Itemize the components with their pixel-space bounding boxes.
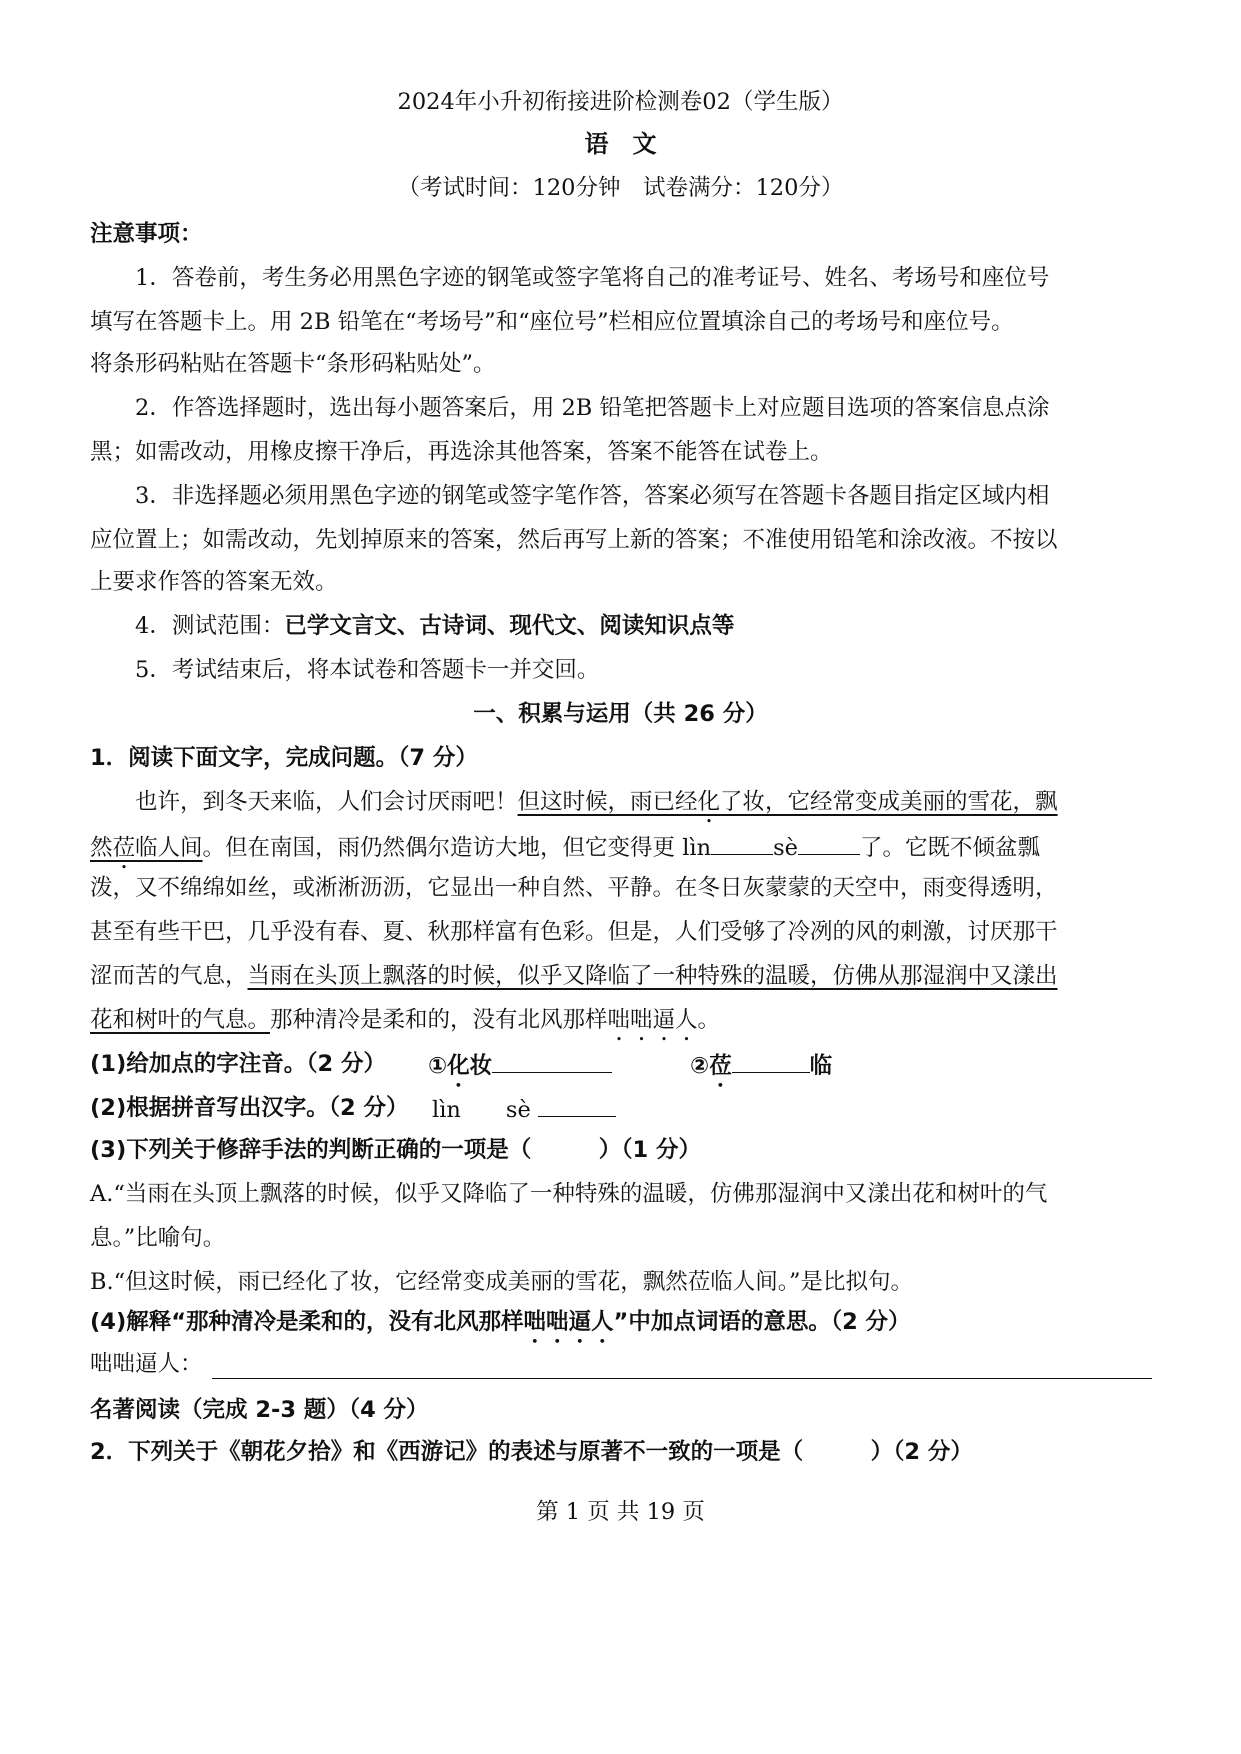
question-1-2: (2)根据拼音写出汉字。（2 分） — [90, 1095, 409, 1121]
question-2: 2．下列关于《朝花夕拾》和《西游记》的表述与原著不一致的一项是（ ）（2 分） — [90, 1439, 973, 1465]
section-heading: 一、积累与运用（共 26 分） — [473, 701, 768, 727]
option-B: B.“但这时候，雨已经化了妆，它经常变成美丽的雪花，飘然莅临人间。”是比拟句。 — [90, 1269, 913, 1295]
fill-blank[interactable] — [798, 830, 860, 855]
passage-line: 然莅临人间。但在南国，雨仍然偶尔造访大地，但它变得更 lìn sè 了。它既不倾盆瓢 — [90, 830, 1152, 874]
reading-heading: 名著阅读（完成 2-3 题）（4 分） — [90, 1397, 429, 1423]
notice-line: 应位置上；如需改动，先划掉原来的答案，然后再写上新的答案；不准使用铅笔和涂改液。不按以 — [90, 527, 1058, 553]
page-number: 第 1 页 共 19 页 — [536, 1499, 705, 1525]
option-A: A.“当雨在头顶上飘落的时候，似乎又降临了一种特殊的温暖，仿佛那湿润中又漾出花和树叶的气 — [90, 1181, 1048, 1207]
q1-1-option-1: ①化妆 — [428, 1048, 668, 1092]
notice-line: 上要求作答的答案无效。 — [90, 569, 338, 595]
notice-item-4: 4．测试范围：已学文言文、古诗词、现代文、阅读知识点等 — [90, 613, 735, 639]
pinyin-row: lìn sè — [432, 1092, 692, 1126]
question-1-title: 1．阅读下面文字，完成问题。（7 分） — [90, 745, 478, 771]
notice-heading: 注意事项： — [90, 221, 203, 247]
passage-line: 甚至有些干巴，几乎没有春、夏、秋那样富有色彩。但是，人们受够了冷冽的风的刺激，讨厌那干 — [90, 919, 1058, 945]
passage-line: 涩而苦的气息，当雨在头顶上飘落的时候，似乎又降临了一种特殊的温暖，仿佛从那湿润中又漾出 — [90, 963, 1058, 989]
fill-blank[interactable] — [711, 830, 773, 855]
exam-info: （考试时间：120分钟 试卷满分：120分） — [397, 175, 844, 201]
subject-title: 语 文 — [584, 130, 657, 158]
exam-title: 2024年小升初衔接进阶检测卷02（学生版） — [397, 89, 844, 115]
test-scope: 已学文言文、古诗词、现代文、阅读知识点等 — [284, 613, 735, 639]
answer-blank[interactable] — [538, 1092, 616, 1117]
notice-item-5: 5．考试结束后，将本试卷和答题卡一并交回。 — [90, 657, 600, 683]
q1-1-option-2: ②莅 临 — [690, 1048, 890, 1092]
notice-line: 将条形码粘贴在答题卡“条形码粘贴处”。 — [90, 351, 496, 377]
dotted-char: 莅 — [112, 835, 136, 861]
passage-line: 花和树叶的气息。那种清冷是柔和的，没有北风那样咄咄逼人。 — [90, 1007, 721, 1033]
question-1-4: (4)解释“那种清冷是柔和的，没有北风那样咄咄逼人”中加点词语的意思。（2 分） — [90, 1309, 911, 1335]
notice-line: 1．答卷前，考生务必用黑色字迹的钢笔或签字笔将自己的准考证号、姓名、考场号和座位号 — [90, 265, 1050, 291]
notice-line: 3．非选择题必须用黑色字迹的钢笔或签字笔作答，答案必须写在答题卡各题目指定区域内相 — [90, 483, 1050, 509]
passage-line: 泼，又不绵绵如丝，或淅淅沥沥，它显出一种自然、平静。在冬日灰蒙蒙的天空中，雨变得透明， — [90, 875, 1058, 901]
answer-blank[interactable] — [732, 1048, 810, 1073]
answer-blank[interactable] — [492, 1048, 612, 1073]
answer-label: 咄咄逼人： — [90, 1351, 203, 1377]
dotted-char: 化 — [697, 789, 721, 815]
notice-line: 2．作答选择题时，选出每小题答案后，用 2B 铅笔把答题卡上对应题目选项的答案信息点涂 — [90, 395, 1050, 421]
passage-line: 也许，到冬天来临，人们会讨厌雨吧！但这时候，雨已经化了妆，它经常变成美丽的雪花，飘 — [90, 789, 1058, 815]
question-1-1: (1)给加点的字注音。（2 分） — [90, 1051, 386, 1077]
dotted-word: 咄咄逼人 — [607, 1007, 698, 1033]
answer-line[interactable] — [212, 1378, 1152, 1379]
option-A-cont: 息。”比喻句。 — [90, 1225, 226, 1251]
notice-line: 黑；如需改动，用橡皮擦干净后，再选涂其他答案，答案不能答在试卷上。 — [90, 439, 833, 465]
notice-line: 填写在答题卡上。用 2B 铅笔在“考场号”和“座位号”栏相应位置填涂自己的考场号和座位号。 — [90, 309, 1014, 335]
question-1-3: (3)下列关于修辞手法的判断正确的一项是（ ）（1 分） — [90, 1137, 701, 1163]
